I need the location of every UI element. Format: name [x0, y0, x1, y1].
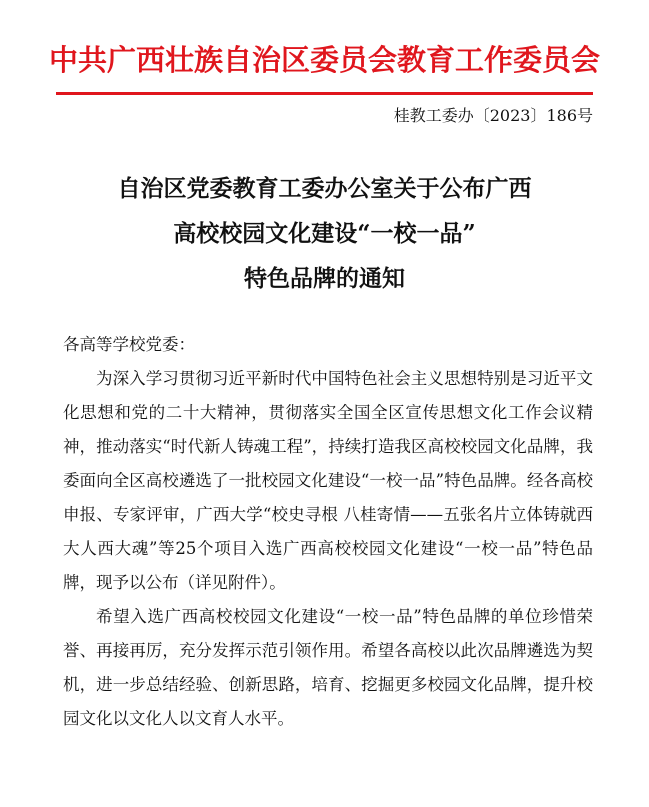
issuing-organization-header: 中共广西壮族自治区委员会教育工作委员会: [48, 43, 600, 77]
body-paragraph: 为深入学习贯彻习近平新时代中国特色社会主义思想特别是习近平文化思想和党的二十大精神，贯彻落实全国全区宣传思想文化工作会议精神，推动落实“时代新人铸魂工程”，持续打造我区高校校园文化品牌，我委面向全区高校遴选了一批校园文化建设“一校一品”特色品牌。经各高校申报、专家评审，广西大学“校史寻根 八桂寄情——五张名片立体铸就西大人西大魂”等25个项目入选广西高校校园文化建设“一校一品”特色品牌，现予以公布（详见附件）。: [63, 369, 593, 592]
body-paragraph: 希望入选广西高校校园文化建设“一校一品”特色品牌的单位珍惜荣誉、再接再厉，充分发挥示范引领作用。希望各高校以此次品牌遴选为契机，进一步总结经验、创新思路，培育、挖掘更多校园文化品牌，提升校园文化以文化人以文育人水平。: [63, 607, 593, 728]
document-body: [63, 328, 593, 736]
title-line: 自治区党委教育工委办公室关于公布广西: [117, 175, 532, 202]
document-title: [0, 166, 649, 301]
document-number: 桂教工委办〔2023〕186号: [393, 106, 593, 125]
red-header-rule: [56, 92, 593, 95]
title-line: 高校校园文化建设“一校一品”: [173, 220, 476, 247]
title-line: 特色品牌的通知: [244, 265, 405, 292]
salutation: 各高等学校党委：: [63, 335, 195, 354]
